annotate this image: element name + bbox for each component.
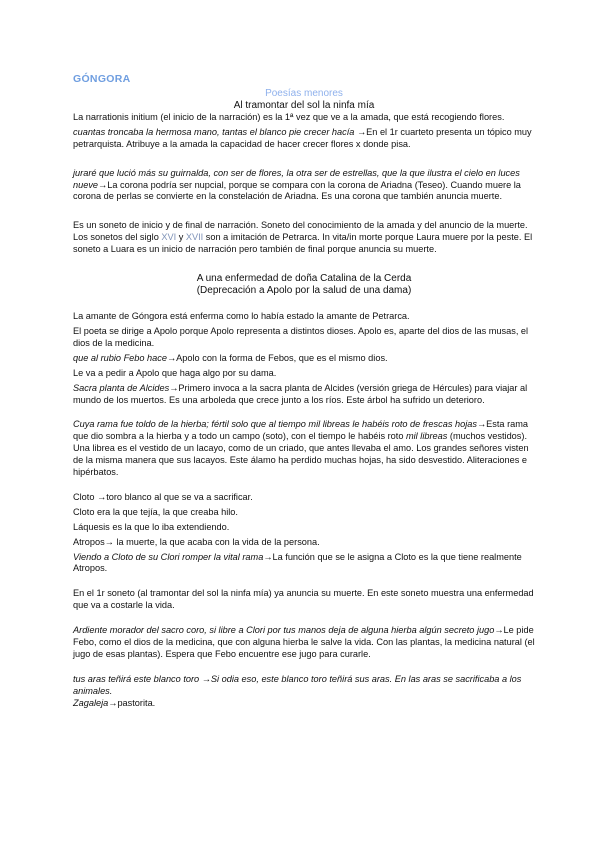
paragraph bbox=[73, 383, 535, 407]
quote: mil libreas bbox=[405, 431, 448, 442]
quote: Viendo a Cloto de su Clori romper la vital rama bbox=[73, 551, 264, 562]
paragraph: En el 1r soneto (al tramontar del sol la ninfa mía) ya anuncia su muerte. En este soneto muestra una enfermedad que va a costarle la vida. bbox=[73, 588, 534, 611]
quote: tus aras teñirá este blanco toro →Si odia eso, este blanco toro teñirá sus aras. En las aras se sacrificaba a los animales. bbox=[73, 673, 522, 696]
section-heading: Poesías menores bbox=[265, 87, 343, 99]
text: Es un soneto de inicio y de final de narración. Soneto del conocimiento de la amada y del anuncio de la muerte. Los sonetos del siglo bbox=[73, 220, 528, 243]
commentary: →La corona podría ser nupcial, porque se compara con la corona de Ariadna (Teseo). Cuando muere la corona de perlas se convierte en la constelación de Ariadna. Es una corona que también anuncia muerte. bbox=[73, 179, 521, 202]
paragraph: Láquesis es la que lo iba extendiendo. bbox=[73, 521, 230, 532]
paragraph: Cloto →toro blanco al que se va a sacrificar. bbox=[73, 491, 253, 502]
paragraph: Cloto era la que tejía, la que creaba hilo. bbox=[73, 506, 238, 517]
paragraph bbox=[73, 419, 535, 479]
poem-title-2: A una enfermedad de doña Catalina de la Cerda bbox=[196, 273, 412, 285]
quote: juraré que lució más su guirnalda, con ser de flores, la otra ser de estrellas, que la que ilustra el cielo en luces nueve bbox=[73, 167, 520, 190]
paragraph bbox=[73, 353, 535, 365]
paragraph bbox=[73, 698, 535, 710]
document-page bbox=[73, 74, 535, 713]
roman-numeral: XVII bbox=[185, 232, 204, 243]
quote: Ardiente morador del sacro coro, si libre a Clori por tus manos deja de alguna hierba algún secreto jugo bbox=[73, 625, 495, 636]
text: y bbox=[176, 232, 186, 243]
quote: que al rubio Febo hace bbox=[73, 352, 167, 363]
paragraph: El poeta se dirige a Apolo porque Apolo representa a distintos dioses. Apolo es, aparte del dios de las musas, el dios de la medicina. bbox=[73, 325, 529, 348]
commentary: →Esta rama que dio sombra a la hierba y a todo un campo (soto), con el tiempo le habéis roto bbox=[73, 419, 529, 442]
paragraph bbox=[73, 220, 535, 256]
paragraph bbox=[73, 168, 535, 204]
quote: Zagaleja bbox=[73, 697, 109, 708]
document-title: GÓNGORA bbox=[73, 73, 131, 85]
paragraph bbox=[73, 127, 535, 151]
paragraph: La amante de Góngora está enferma como lo había estado la amante de Petrarca. bbox=[73, 311, 410, 322]
paragraph bbox=[73, 552, 535, 576]
commentary: →Primero invoca a la sacra planta de Alcides (versión griega de Hércules) para viajar al mundo de los muertos. Es una arboleda que crece junto a los ríos. Este árbol ha sufrido un deterioro. bbox=[73, 382, 528, 405]
quote: cuantas troncaba la hermosa mano, tantas el blanco pie crecer hacía bbox=[73, 126, 357, 137]
paragraph: Atropos→ la muerte, la que acaba con la vida de la persona. bbox=[73, 536, 320, 547]
paragraph bbox=[73, 625, 535, 661]
paragraph: La narrationis initium (el inicio de la narración) es la 1ª vez que ve a la amada, que está recogiendo flores. bbox=[73, 111, 505, 122]
text: son a imitación de Petrarca. In vita/in morte porque Laura muere por la peste. El soneto a Luara es un inicio de narración pero también de final porque anuncia su muerte. bbox=[73, 232, 533, 255]
roman-numeral: XVI bbox=[161, 232, 177, 243]
quote: Sacra planta de Alcides bbox=[73, 382, 170, 393]
commentary: →En el 1r cuarteto presenta un tópico muy petrarquista. Atribuye a la amada la capacidad de hacer crecer flores x donde pisa. bbox=[73, 126, 532, 149]
commentary: →Le pide Febo, como el dios de la medicina, que con alguna hierba le salve la vida. Con las plantas, la medicina natural (el jugo de esas plantas). Espera que Febo encuentre ese jugo para curarle. bbox=[73, 625, 535, 659]
poem-title-1: Al tramontar del sol la ninfa mía bbox=[233, 99, 375, 111]
commentary: →La función que se le asigna a Cloto es la que tiene realmente Atropos. bbox=[73, 551, 522, 574]
commentary: →pastorita. bbox=[108, 697, 156, 708]
paragraph bbox=[73, 674, 535, 698]
commentary: →Apolo con la forma de Febos, que es el mismo dios. bbox=[166, 352, 388, 363]
paragraph: Le va a pedir a Apolo que haga algo por su dama. bbox=[73, 367, 277, 378]
poem-subtitle-2: (Deprecación a Apolo por la salud de una dama) bbox=[196, 285, 412, 297]
quote: Cuya rama fue toldo de la hierba; fértil solo que al tiempo mil libreas le habéis roto de frescas hojas bbox=[73, 419, 477, 430]
commentary: (muchos vestidos). Una librea es el vestido de un lacayo, como de un criado, que antes llevaba el amo. Los grandes señores visten de la misma manera que sus lacayos. Este álamo ha perdido muchas hojas, ha sido desvestido. Aliteraciones e hipérbatos. bbox=[73, 431, 529, 478]
